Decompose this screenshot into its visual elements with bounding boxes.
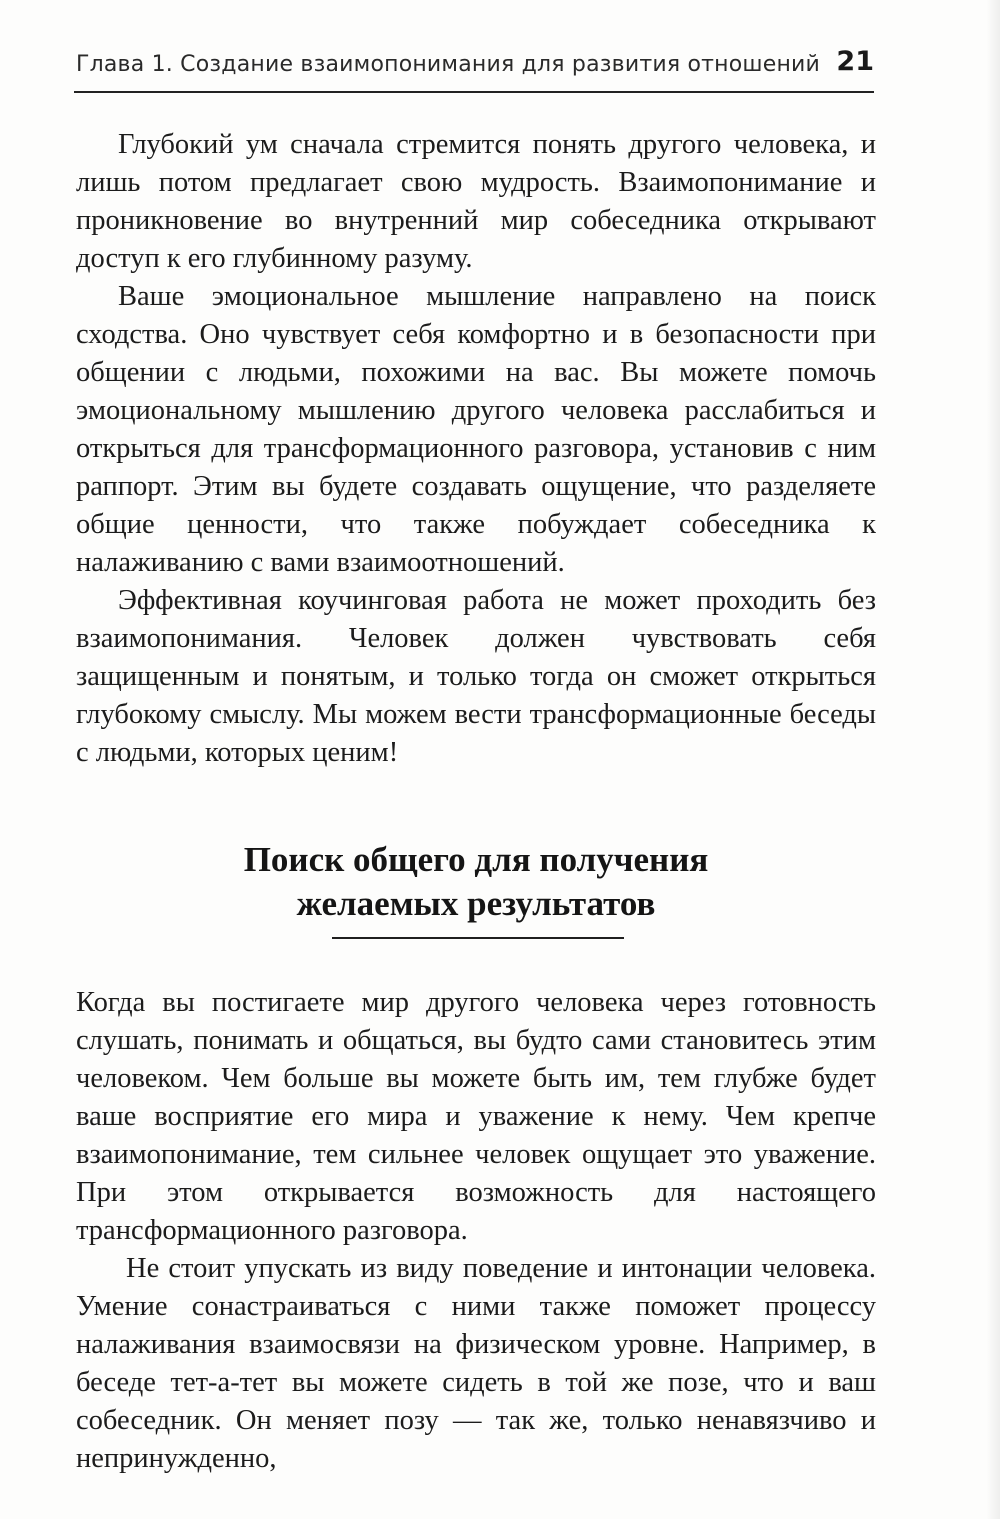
paragraph-1: Глубокий ум сначала стремится понять другого человека, и лишь потом предлагает свою мудрость. Взаимопонимание и проникновение во внутренний мир собеседника открывают доступ к его глубинному разуму. [76,129,876,274]
paragraph-5: Не стоит упускать из виду поведение и интонации человека. Умение сонастраиваться с ними также поможет процессу налаживания взаимосвязи на физическом уровне. Например, в беседе тет-а-тет вы можете сидеть в той же позе, что и ваш собеседник. Он меняет позу — так же, только ненавязчиво и непринужденно, [76,1253,876,1474]
running-head [76,46,876,86]
section-heading [76,838,876,926]
page-number: 21 [836,46,874,77]
paragraph-2: Ваше эмоциональное мышление направлено на поиск сходства. Оно чувствует себя комфортно и в безопасности при общении с людьми, похожими на вас. Вы можете помочь эмоциональному мышлению другого человека расслабиться и открыться для трансформационного разговора, установив с ним раппорт. Этим вы будете создавать ощущение, что разделяете общие ценности, что также побуждает собеседника к налаживанию с вами взаимоотношений. [76,281,876,578]
paragraph-3: Эффективная коучинговая работа не может проходить без взаимопонимания. Человек должен чувствовать себя защищенным и понятым, и только тогда он сможет открыться глубокому смыслу. Мы можем вести трансформационные беседы с людьми, которых ценим! [76,585,876,768]
header-divider [74,91,874,93]
chapter-title: Глава 1. Создание взаимопонимания для развития отношений [76,52,821,77]
section-heading-line-2: желаемых результатов [296,884,656,923]
section-heading-rule [332,937,624,939]
section-heading-line-1: Поиск общего для получения [243,840,709,879]
paragraph-4: Когда вы постигаете мир другого человека через готовность слушать, понимать и общаться, вы будто сами становитесь этим человеком. Чем больше вы можете быть им, тем глубже будет ваше восприятие его мира и уважение к нему. Чем крепче взаимопонимание, тем сильнее человек ощущает это уважение. При этом открывается возможность для настоящего трансформационного разговора. [76,987,876,1246]
page-edge-shadow [986,0,1000,1519]
